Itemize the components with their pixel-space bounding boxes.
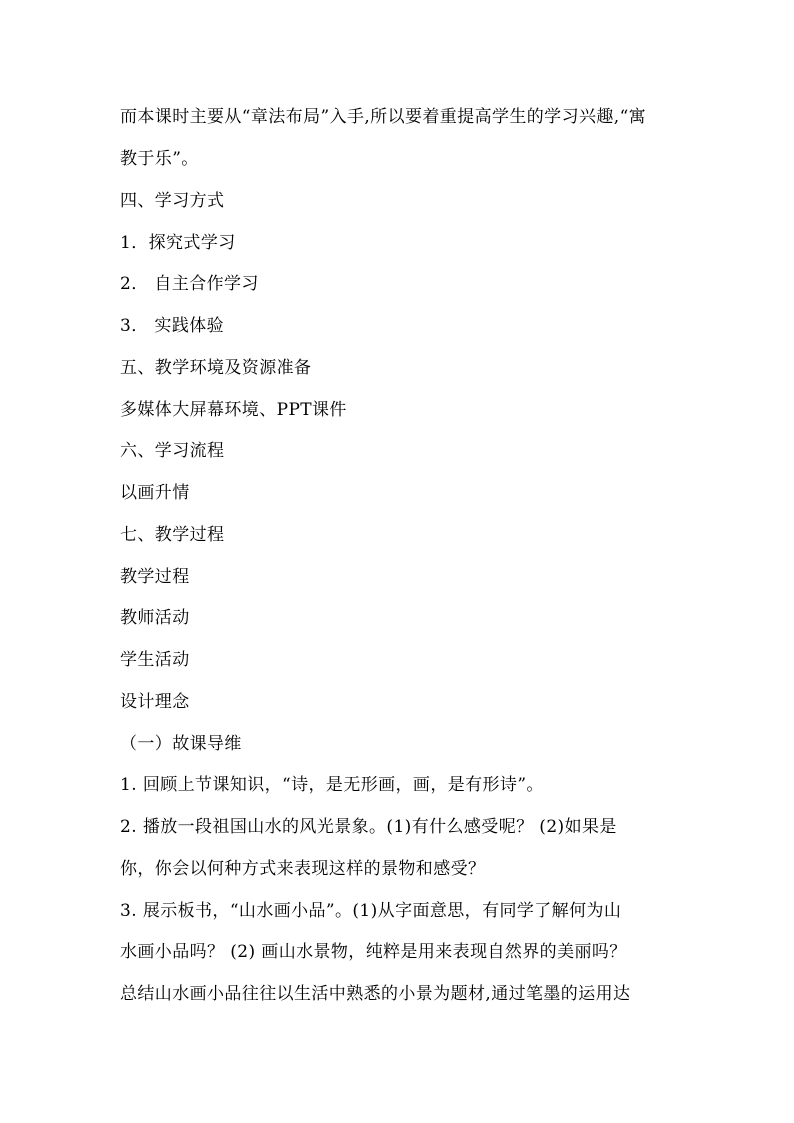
text-line-environment: 多媒体大屏幕环境、PPT课件 <box>120 400 347 420</box>
paragraph-item-1: 1. 回顾上节课知识，“诗，是无形画，画，是有形诗”。 <box>120 775 544 795</box>
subsection-heading-1: （一）故课导维 <box>120 734 242 754</box>
paragraph-item-3-cont-2: 总结山水画小品往往以生活中熟悉的小景为题材,通过笔墨的运用达 <box>120 984 631 1004</box>
list-item-2: 2． 自主合作学习 <box>120 274 259 294</box>
paragraph-item-3-cont: 水画小品吗？ (2) 画山水景物，纯粹是用来表现自然界的美丽吗？ <box>120 942 627 962</box>
section-heading-environment: 五、教学环境及资源准备 <box>120 358 312 378</box>
text-line-student-activity: 学生活动 <box>120 650 190 670</box>
list-item-1: 1．探究式学习 <box>120 233 236 253</box>
text-line-intro-cont: 教于乐”。 <box>120 149 199 169</box>
paragraph-item-2: 2. 播放一段祖国山水的风光景象。(1)有什么感受呢？ (2)如果是 <box>120 817 617 837</box>
paragraph-item-3: 3. 展示板书，“山水画小品”。(1)从字面意思，有同学了解何为山 <box>120 901 622 921</box>
text-line-teacher-activity: 教师活动 <box>120 608 190 628</box>
text-line-learning-flow: 以画升情 <box>120 483 190 503</box>
list-item-3: 3． 实践体验 <box>120 316 225 336</box>
section-heading-learning-flow: 六、学习流程 <box>120 441 225 461</box>
section-heading-learning-method: 四、学习方式 <box>120 191 225 211</box>
text-line-intro: 而本课时主要从“章法布局”入手,所以要着重提高学生的学习兴趣,“寓 <box>120 107 647 127</box>
text-line-design-concept: 设计理念 <box>120 692 190 712</box>
text-line-teaching-process: 教学过程 <box>120 567 190 587</box>
paragraph-item-2-cont: 你，你会以何种方式来表现这样的景物和感受？ <box>120 859 486 879</box>
section-heading-teaching-process: 七、教学过程 <box>120 525 225 545</box>
